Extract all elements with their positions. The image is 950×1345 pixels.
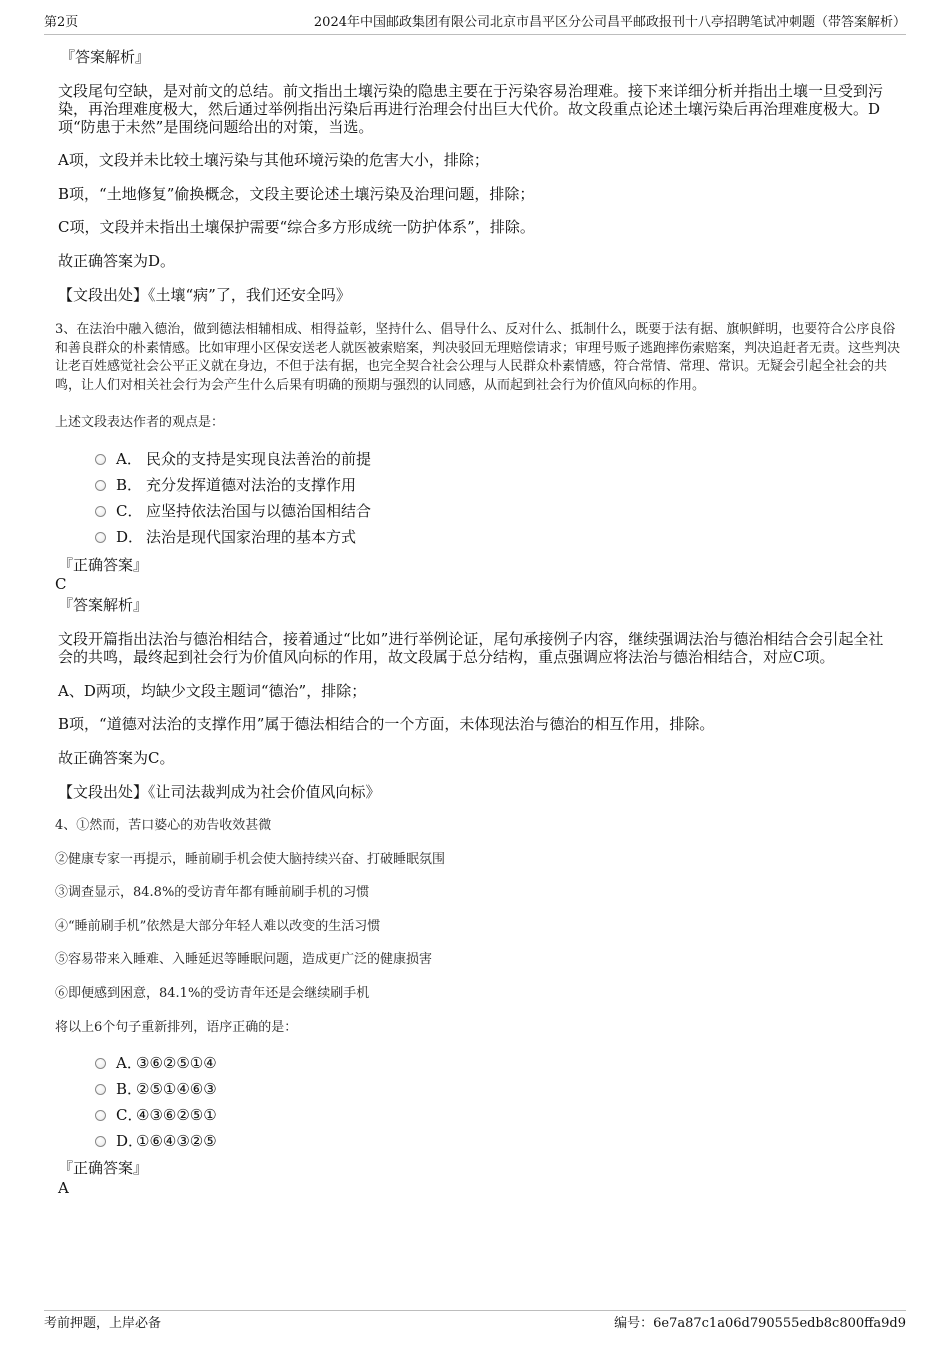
q3-source: 【文段出处】《让司法裁判成为社会价值风向标》	[58, 783, 381, 801]
q4-option-b[interactable]: B．②⑤①④⑥③	[95, 1079, 217, 1099]
q3-answer: C	[55, 575, 67, 593]
radio-icon[interactable]	[95, 532, 106, 543]
q2-analysis-option-b: B项，“土地修复”偷换概念，文段主要论述土壤污染及治理问题，排除；	[58, 185, 535, 203]
q2-analysis-option-c: C项，文段并未指出土壤保护需要“综合多方形成统一防护体系”，排除。	[58, 218, 535, 236]
q3-analysis-option-ad: A、D两项，均缺少文段主题词“德治”，排除；	[58, 682, 367, 700]
q4-option-c[interactable]: C．④③⑥②⑤①	[95, 1105, 217, 1125]
radio-icon[interactable]	[95, 1084, 106, 1095]
q4-sentence-4: ④“睡前刷手机”依然是大部分年轻人难以改变的生活习惯	[55, 919, 381, 934]
q2-source: 【文段出处】《土壤“病”了，我们还安全吗》	[58, 286, 351, 304]
q4-sentence-1: 4、①然而，苦口婆心的劝告收效甚微	[55, 818, 272, 833]
q4-option-a[interactable]: A．③⑥②⑤①④	[95, 1053, 217, 1073]
radio-icon[interactable]	[95, 1136, 106, 1147]
q2-analysis-option-a: A项，文段并未比较土壤污染与其他环境污染的危害大小，排除；	[58, 151, 489, 169]
q4-prompt: 将以上6个句子重新排列，语序正确的是：	[55, 1020, 298, 1035]
q3-option-c[interactable]: C． 应坚持依法治国与以德治国相结合	[95, 501, 371, 521]
q3-answer-label: 『正确答案』	[58, 556, 149, 574]
page-footer	[44, 1310, 906, 1335]
q4-answer-label: 『正确答案』	[58, 1159, 149, 1177]
radio-icon[interactable]	[95, 454, 106, 465]
radio-icon[interactable]	[95, 1110, 106, 1121]
q4-option-d[interactable]: D．①⑥④③②⑤	[95, 1131, 217, 1151]
q3-prompt: 上述文段表达作者的观点是：	[55, 415, 225, 430]
radio-icon[interactable]	[95, 480, 106, 491]
document-code: 编号：6e7a87c1a06d790555edb8c800ffa9d9	[614, 1316, 906, 1331]
q3-stem: 3、在法治中融入德治，做到德法相辅相成、相得益彰，坚持什么、倡导什么、反对什么、抵制什么，既要于法有据、旗帜鲜明，也要符合公序良俗和善良群众的朴素情感。比如审理小区保安送老人就医被索赔案，判决驳回无理赔偿请求；审理号贩子逃跑摔伤索赔案，判决追赶者无责。这些判决让老百姓感觉社会公平正义就在身边，不但于法有据，也完全契合社会公理与人民群众朴素情感，符合常情、常理、常识。无疑会引起全社会的共鸣，让人们对相关社会行为会产生什么后果有明确的预期与强烈的认同感，从而起到社会行为价值风向标的作用。	[55, 322, 901, 393]
q2-conclusion: 故正确答案为D。	[58, 252, 176, 270]
q3-analysis-option-b: B项，“道德对法治的支撑作用”属于德法相结合的一个方面，未体现法治与德治的相互作用，排除。	[58, 715, 715, 733]
q3-option-d[interactable]: D． 法治是现代国家治理的基本方式	[95, 527, 356, 547]
radio-icon[interactable]	[95, 506, 106, 517]
q4-sentence-6: ⑥即便感到困意，84.1%的受访青年还是会继续刷手机	[55, 986, 370, 1001]
q2-analysis-label: 『答案解析』	[60, 48, 151, 66]
document-title: 2024年中国邮政集团有限公司北京市昌平区分公司昌平邮政报刊十八亭招聘笔试冲刺题（带答案解析）	[313, 15, 906, 30]
page-number: 第2页	[44, 15, 79, 30]
q4-sentence-3: ③调查显示，84.8%的受访青年都有睡前刷手机的习惯	[55, 885, 370, 900]
q4-sentence-2: ②健康专家一再提示，睡前刷手机会使大脑持续兴奋、打破睡眠氛围	[55, 852, 446, 867]
footer-slogan: 考前押题，上岸必备	[44, 1316, 162, 1331]
radio-icon[interactable]	[95, 1058, 106, 1069]
q4-answer: A	[58, 1179, 69, 1197]
q3-option-a[interactable]: A． 民众的支持是实现良法善治的前提	[95, 449, 371, 469]
q4-sentence-5: ⑤容易带来入睡难、入睡延迟等睡眠问题，造成更广泛的健康损害	[55, 952, 433, 967]
q3-option-b[interactable]: B． 充分发挥道德对法治的支撑作用	[95, 475, 356, 495]
q3-analysis-label: 『答案解析』	[58, 596, 149, 614]
q3-analysis-paragraph: 文段开篇指出法治与德治相结合，接着通过“比如”进行举例论证，尾句承接例子内容，继续强调法治与德治相结合会引起全社会的共鸣，最终起到社会行为价值风向标的作用，故文段属于总分结构，重点强调应将法治与德治相结合，对应C项。	[58, 630, 884, 666]
q3-conclusion: 故正确答案为C。	[58, 749, 175, 767]
page-header	[44, 14, 906, 35]
q2-analysis-paragraph: 文段尾句空缺，是对前文的总结。前文指出土壤污染的隐患主要在于污染容易治理难。接下来详细分析并指出土壤一旦受到污染，再治理难度极大，然后通过举例指出污染后再进行治理会付出巨大代价。故文段重点论述土壤污染后再治理难度极大。D项“防患于未然”是围绕问题给出的对策，当选。	[58, 82, 884, 136]
